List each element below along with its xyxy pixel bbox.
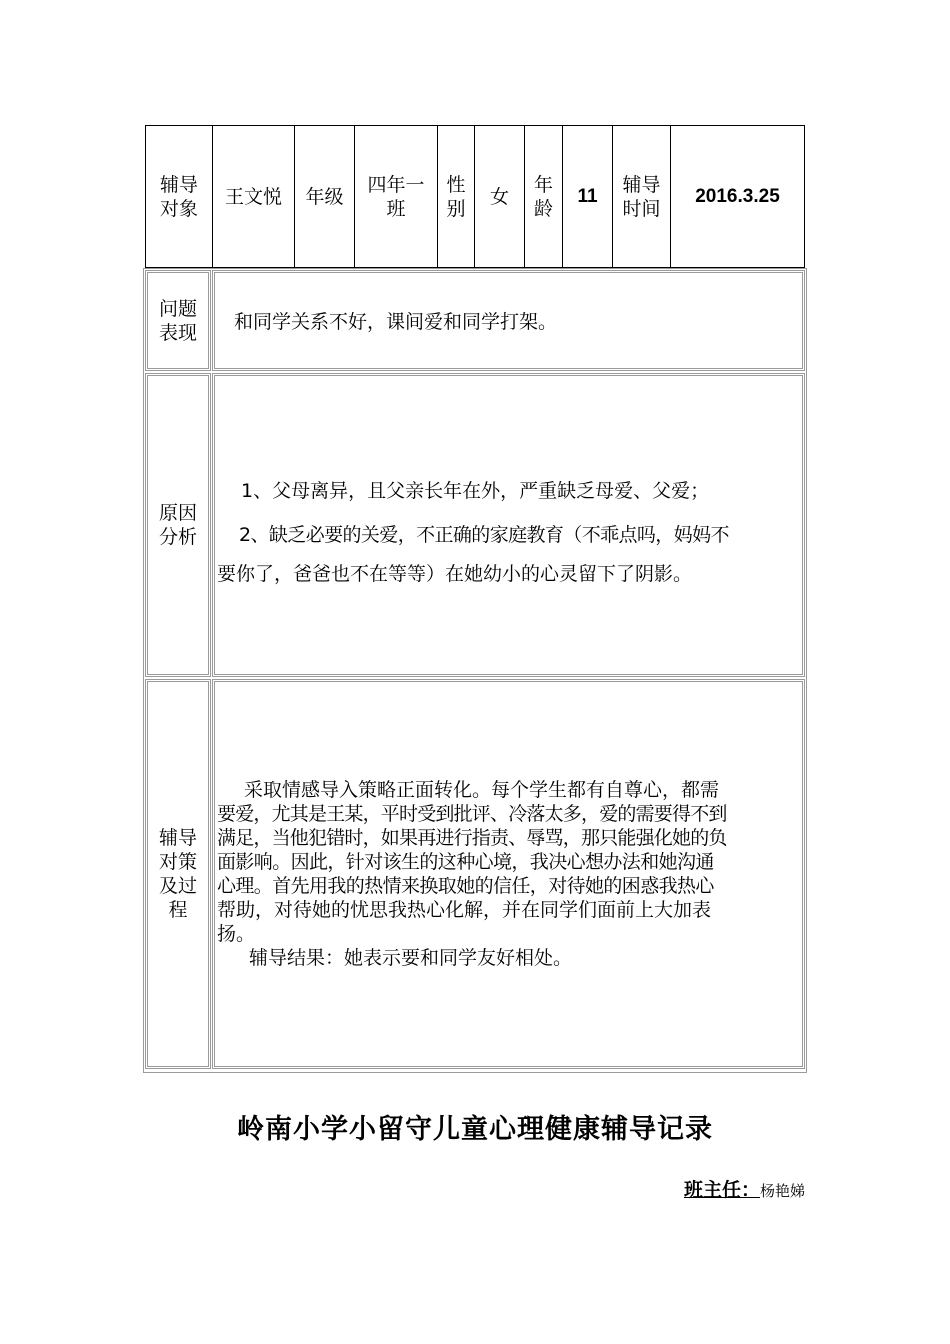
cause-content-cell (212, 373, 805, 677)
cause-label: 原因分析 (158, 502, 197, 548)
strategy-row (145, 679, 805, 1069)
strategy-result: 辅导结果：她表示要和同学友好相处。 (249, 947, 573, 969)
strategy-line-5: 心理。首先用我的热情来换取她的信任，对待她的困惑我热心 (217, 875, 714, 897)
grade-cell (355, 126, 438, 267)
gender-cell (475, 126, 525, 267)
cause-line-2: 2、缺乏必要的关爱，不正确的家庭教育（不乖点吗，妈妈不 (239, 524, 729, 546)
strategy-line-2: 要爱，尤其是王某，平时受到批评、冷落太多，爱的需要得不到 (217, 803, 727, 825)
problem-row (145, 270, 805, 371)
teacher-signature (684, 1175, 805, 1202)
date-value: 2016.3.25 (695, 185, 780, 207)
gender-label-cell (438, 126, 475, 267)
strategy-line-6: 帮助，对待她的忧思我热心化解，并在同学们面前上大加表 (217, 899, 712, 921)
strategy-line-7: 扬。 (217, 923, 256, 945)
problem-text: 和同学关系不好，课间爱和同学打架。 (234, 311, 558, 333)
grade-label-cell (295, 126, 355, 267)
student-info-row (145, 125, 805, 268)
cause-label-cell (145, 373, 211, 677)
grade-value: 四年一班 (367, 173, 425, 220)
age-label: 年龄 (533, 173, 553, 220)
age-cell (563, 126, 613, 267)
strategy-label-cell (145, 679, 211, 1069)
teacher-label: 班主任： (683, 1179, 760, 1201)
cause-line-3: 要你了，爸爸也不在等等）在她幼小的心灵留下了阴影。 (217, 563, 693, 585)
date-cell (671, 126, 804, 267)
cause-line-1: 1、父母离异，且父亲长年在外，严重缺乏母爱、父爱； (241, 480, 710, 502)
strategy-label: 辅导对策及过程 (158, 827, 197, 921)
target-label-cell (146, 126, 213, 267)
gender-value: 女 (489, 185, 509, 208)
gender-label: 性别 (446, 173, 466, 220)
age-label-cell (525, 126, 563, 267)
document-title: 岭南小学小留守儿童心理健康辅导记录 (237, 1114, 713, 1145)
problem-label-cell (145, 270, 211, 371)
teacher-name: 杨艳娣 (759, 1182, 805, 1200)
strategy-line-4: 面影响。因此，针对该生的这种心境，我决心想办法和她沟通 (217, 851, 714, 873)
grade-label: 年级 (305, 185, 344, 208)
strategy-line-3: 满足，当他犯错时，如果再进行指责、辱骂，那只能强化她的负 (217, 827, 727, 849)
problem-content-cell (212, 270, 805, 371)
problem-label: 问题表现 (158, 297, 197, 344)
time-label: 辅导时间 (622, 173, 661, 220)
time-label-cell (613, 126, 671, 267)
age-value: 11 (577, 185, 598, 207)
strategy-line-1: 采取情感导入策略正面转化。每个学生都有自尊心，都需 (244, 779, 720, 801)
strategy-content-cell (212, 679, 805, 1069)
cause-row (145, 373, 805, 677)
student-name-cell (213, 126, 295, 267)
target-label: 辅导对象 (159, 173, 198, 220)
student-name: 王文悦 (224, 185, 282, 208)
